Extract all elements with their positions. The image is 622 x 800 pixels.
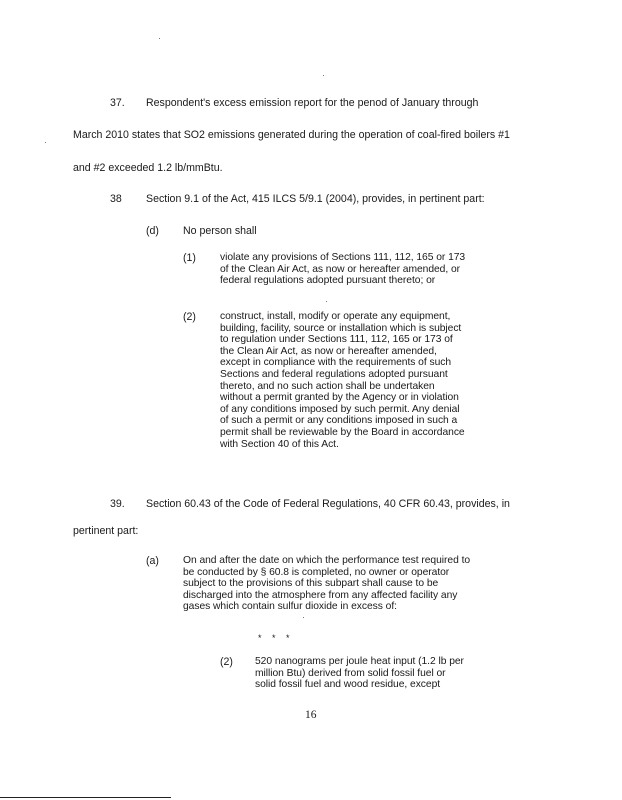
para38-d2-text: construct, install, modify or operate any equipment, building, facility, source or installation which is subject to regulation under Sections 111, 112, 165 or 173 of the Clean Air Act, as now or hereafter amended, except in compliance with the requirements of such Sections and federal regulations adopted pursuant thereto, and no such action shall be undertaken without a permit granted by the Agency or in violation of any conditions imposed by such permit. Any denial of such a permit or any conditions imposed in such a permit shall be reviewable by the Board in accordance with Section 40 of this Act. — [220, 311, 465, 450]
scan-speck — [159, 38, 160, 39]
para39-a2-label: (2) — [220, 656, 233, 668]
para38-d1-label: (1) — [183, 252, 196, 264]
scan-speck — [45, 142, 46, 143]
para38-d-label: (d) — [146, 225, 159, 237]
para37-line1: Respondent's excess emission report for the penod of January through — [146, 97, 479, 109]
footnote-separator — [0, 797, 171, 798]
para38-d2-label: (2) — [183, 311, 196, 323]
para38-d-text: No person shall — [183, 225, 257, 237]
ellipsis-asterisks: * * * — [258, 633, 294, 643]
para39-line2: pertinent part: — [73, 525, 139, 537]
para38-number: 38 — [110, 193, 122, 205]
para39-a-label: (a) — [146, 555, 159, 567]
para37-number: 37. — [110, 97, 125, 109]
scan-speck — [326, 301, 327, 302]
para37-line3: and #2 exceeded 1.2 lb/mmBtu. — [73, 162, 223, 174]
page-number: 16 — [305, 709, 317, 721]
para38-d1-text: violate any provisions of Sections 111, 112, 165 or 173 of the Clean Air Act, as now or hereafter amended, or federal regulations adopted pursuant thereto; or — [220, 252, 466, 287]
para39-a-text: On and after the date on which the performance test required to be conducted by § 60.8 is completed, no owner or operator subject to the provisions of this subpart shall cause to be discharged into the atmosphere from any affected facility any gases which contain sulfur dioxide in excess of: — [183, 555, 471, 613]
para39-a2-text: 520 nanograms per joule heat input (1.2 lb per million Btu) derived from solid fossil fuel or solid fossil fuel and wood residue, except — [255, 656, 464, 691]
scan-speck — [303, 617, 304, 618]
scan-speck — [323, 75, 324, 76]
para39-line1: Section 60.43 of the Code of Federal Regulations, 40 CFR 60.43, provides, in — [146, 498, 510, 510]
para38-text: Section 9.1 of the Act, 415 ILCS 5/9.1 (2004), provides, in pertinent part: — [146, 193, 485, 205]
para37-line2: March 2010 states that SO2 emissions generated during the operation of coal-fired boilers #1 — [73, 129, 510, 141]
para39-number: 39. — [110, 498, 125, 510]
